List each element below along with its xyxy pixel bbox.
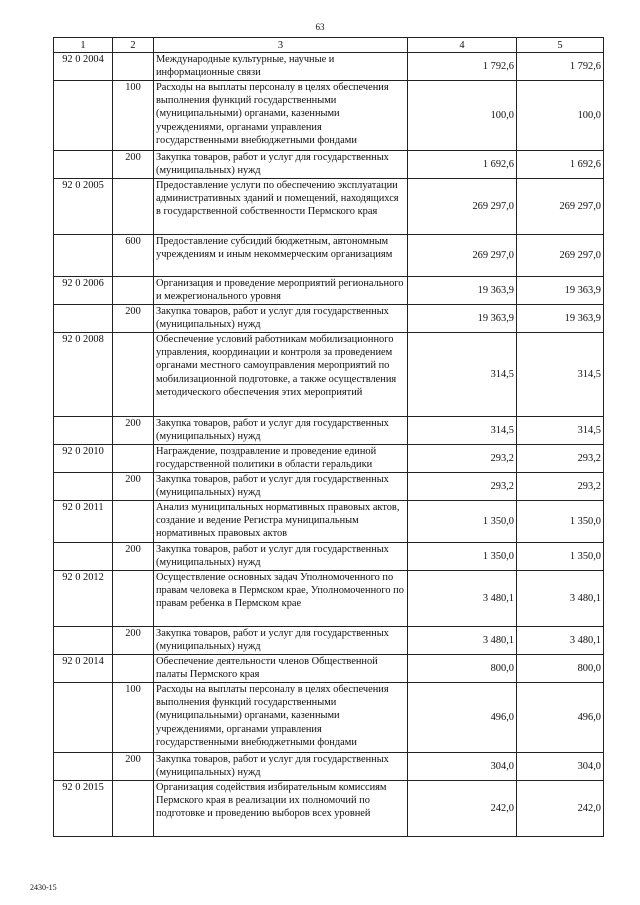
cell-v4: 293,2: [408, 445, 517, 473]
cell-code: 92 0 2010: [54, 445, 113, 473]
cell-kvr: [113, 655, 154, 683]
cell-kvr: [113, 571, 154, 627]
cell-v5: 293,2: [517, 445, 604, 473]
footer-code: 2430-15: [30, 883, 57, 892]
cell-v4: 3 480,1: [408, 571, 517, 627]
cell-name: Организация и проведение мероприятий регионального и межрегионального уровня: [154, 277, 408, 305]
table-row: [54, 655, 604, 683]
table-row: [54, 81, 604, 151]
cell-v5: 3 480,1: [517, 571, 604, 627]
cell-v5: 19 363,9: [517, 305, 604, 333]
cell-v4: 100,0: [408, 81, 517, 151]
cell-code: [54, 627, 113, 655]
cell-name: Закупка товаров, работ и услуг для государственных (муниципальных) нужд: [154, 417, 408, 445]
cell-v5: 314,5: [517, 333, 604, 417]
cell-v4: 1 350,0: [408, 501, 517, 543]
table-row: [54, 445, 604, 473]
column-header: 5: [517, 38, 604, 53]
table-row: [54, 53, 604, 81]
cell-v5: 1 792,6: [517, 53, 604, 81]
cell-v4: 800,0: [408, 655, 517, 683]
cell-v5: 3 480,1: [517, 627, 604, 655]
cell-kvr: 200: [113, 543, 154, 571]
cell-v4: 269 297,0: [408, 179, 517, 235]
cell-v5: 100,0: [517, 81, 604, 151]
cell-v5: 1 692,6: [517, 151, 604, 179]
table-row: [54, 277, 604, 305]
cell-kvr: [113, 781, 154, 837]
cell-kvr: 600: [113, 235, 154, 277]
cell-code: 92 0 2006: [54, 277, 113, 305]
cell-code: 92 0 2005: [54, 179, 113, 235]
cell-name: Осуществление основных задач Уполномоченного по правам человека в Пермском крае, Уполномоченного по правам ребенка в Пермском крае: [154, 571, 408, 627]
table-row: [54, 179, 604, 235]
cell-v5: 242,0: [517, 781, 604, 837]
column-header: 2: [113, 38, 154, 53]
cell-name: Закупка товаров, работ и услуг для государственных (муниципальных) нужд: [154, 305, 408, 333]
table-row: [54, 753, 604, 781]
cell-code: [54, 151, 113, 179]
cell-kvr: 200: [113, 753, 154, 781]
cell-kvr: 100: [113, 683, 154, 753]
budget-table: [53, 37, 604, 837]
cell-kvr: [113, 277, 154, 305]
cell-v5: 496,0: [517, 683, 604, 753]
cell-code: [54, 683, 113, 753]
cell-code: [54, 417, 113, 445]
cell-name: Награждение, поздравление и проведение единой государственной политики в области геральдики: [154, 445, 408, 473]
table-row: [54, 333, 604, 417]
cell-kvr: 200: [113, 627, 154, 655]
table-row: [54, 473, 604, 501]
cell-name: Закупка товаров, работ и услуг для государственных (муниципальных) нужд: [154, 151, 408, 179]
cell-v5: 269 297,0: [517, 179, 604, 235]
cell-code: 92 0 2012: [54, 571, 113, 627]
table-row: [54, 781, 604, 837]
table-row: [54, 305, 604, 333]
cell-v4: 269 297,0: [408, 235, 517, 277]
cell-code: 92 0 2015: [54, 781, 113, 837]
cell-v4: 314,5: [408, 333, 517, 417]
cell-v4: 242,0: [408, 781, 517, 837]
cell-code: 92 0 2014: [54, 655, 113, 683]
cell-v4: 3 480,1: [408, 627, 517, 655]
column-header: 4: [408, 38, 517, 53]
cell-kvr: [113, 501, 154, 543]
cell-v5: 269 297,0: [517, 235, 604, 277]
cell-v4: 314,5: [408, 417, 517, 445]
cell-v5: 1 350,0: [517, 501, 604, 543]
cell-kvr: 200: [113, 473, 154, 501]
cell-name: Международные культурные, научные и информационные связи: [154, 53, 408, 81]
cell-v4: 293,2: [408, 473, 517, 501]
cell-kvr: [113, 445, 154, 473]
table-row: [54, 417, 604, 445]
cell-name: Обеспечение деятельности членов Общественной палаты Пермского края: [154, 655, 408, 683]
cell-code: [54, 235, 113, 277]
cell-name: Предоставление услуги по обеспечению эксплуатации административных зданий и помещений, находящихся в государственной собственности Пермского края: [154, 179, 408, 235]
cell-name: Закупка товаров, работ и услуг для государственных (муниципальных) нужд: [154, 753, 408, 781]
cell-code: 92 0 2004: [54, 53, 113, 81]
cell-v4: 1 692,6: [408, 151, 517, 179]
cell-name: Закупка товаров, работ и услуг для государственных (муниципальных) нужд: [154, 627, 408, 655]
cell-kvr: 100: [113, 81, 154, 151]
cell-kvr: 200: [113, 151, 154, 179]
cell-kvr: [113, 333, 154, 417]
table-row: [54, 235, 604, 277]
cell-v4: 19 363,9: [408, 277, 517, 305]
column-header: 3: [154, 38, 408, 53]
column-header: 1: [54, 38, 113, 53]
cell-v5: 314,5: [517, 417, 604, 445]
cell-v4: 1 792,6: [408, 53, 517, 81]
table-row: [54, 151, 604, 179]
cell-name: Обеспечение условий работникам мобилизационного управления, координации и контроля за проведением органами местного самоуправления мероприятий по мобилизационной подготовке, а также осуществления методического обеспечения этих мероприятий: [154, 333, 408, 417]
cell-code: [54, 753, 113, 781]
cell-v5: 293,2: [517, 473, 604, 501]
cell-name: Анализ муниципальных нормативных правовых актов, создание и ведение Регистра муниципальным нормативных правовых актов: [154, 501, 408, 543]
table-row: [54, 571, 604, 627]
cell-v5: 1 350,0: [517, 543, 604, 571]
table-row: [54, 501, 604, 543]
table-row: [54, 543, 604, 571]
cell-kvr: 200: [113, 417, 154, 445]
cell-code: [54, 473, 113, 501]
cell-v4: 1 350,0: [408, 543, 517, 571]
cell-name: Предоставление субсидий бюджетным, автономным учреждениям и иным некоммерческим организациям: [154, 235, 408, 277]
cell-code: [54, 81, 113, 151]
cell-name: Закупка товаров, работ и услуг для государственных (муниципальных) нужд: [154, 543, 408, 571]
cell-v5: 800,0: [517, 655, 604, 683]
table-row: [54, 627, 604, 655]
cell-v4: 496,0: [408, 683, 517, 753]
cell-name: Расходы на выплаты персоналу в целях обеспечения выполнения функций государственными (муниципальными) органами, казенными учреждениями, органами управления государственными внебюджетными фондами: [154, 683, 408, 753]
cell-code: [54, 543, 113, 571]
cell-kvr: [113, 53, 154, 81]
cell-code: 92 0 2011: [54, 501, 113, 543]
cell-name: Организация содействия избирательным комиссиям Пермского края в реализации их полномочий по подготовке и проведению выборов всех уровней: [154, 781, 408, 837]
cell-v4: 304,0: [408, 753, 517, 781]
cell-v5: 304,0: [517, 753, 604, 781]
cell-code: 92 0 2008: [54, 333, 113, 417]
cell-v5: 19 363,9: [517, 277, 604, 305]
page-number: 63: [315, 22, 325, 32]
header-row: [54, 38, 604, 53]
cell-kvr: 200: [113, 305, 154, 333]
cell-name: Расходы на выплаты персоналу в целях обеспечения выполнения функций государственными (муниципальными) органами, казенными учреждениями, органами управления государственными внебюджетными фондами: [154, 81, 408, 151]
cell-kvr: [113, 179, 154, 235]
cell-name: Закупка товаров, работ и услуг для государственных (муниципальных) нужд: [154, 473, 408, 501]
cell-code: [54, 305, 113, 333]
table-row: [54, 683, 604, 753]
cell-v4: 19 363,9: [408, 305, 517, 333]
